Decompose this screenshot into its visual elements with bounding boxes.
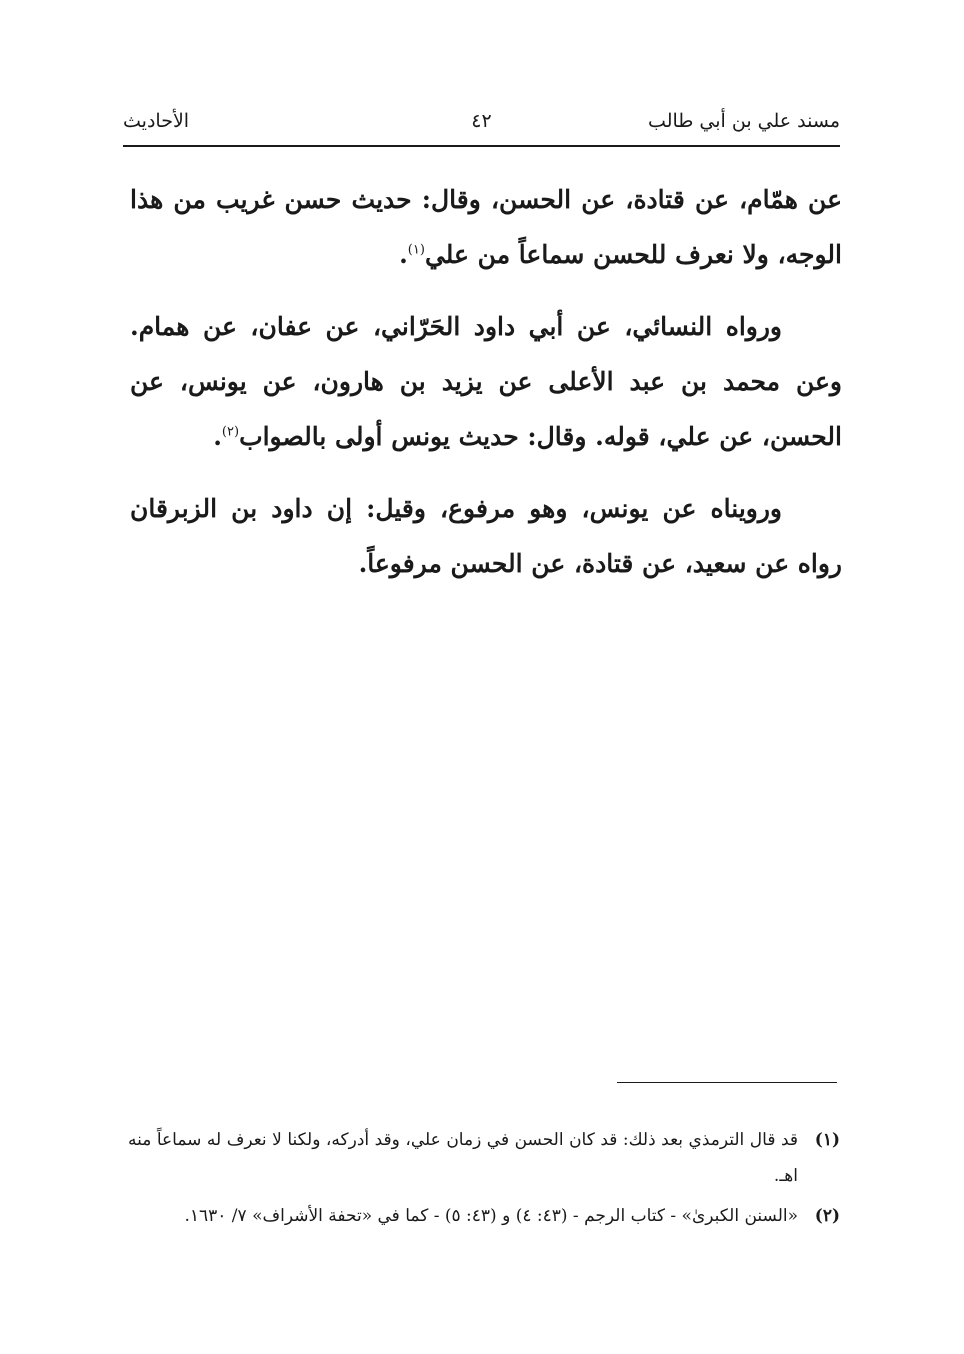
paragraph-2 bbox=[130, 299, 842, 464]
page-number: ٤٢ bbox=[471, 110, 492, 132]
footnote-2-number: (٢) bbox=[814, 1206, 840, 1226]
footnote-1-text: قد قال الترمذي بعد ذلك: قد كان الحسن في زمان علي، وقد أدركه، ولكنا لا نعرف له سماعاً منه اهـ. bbox=[128, 1130, 798, 1186]
footnote-divider bbox=[617, 1082, 837, 1083]
paragraph-2-end: . bbox=[213, 422, 222, 451]
paragraph-2-text: ورواه النسائي، عن أبي داود الحَرّاني، عن عفان، عن همام. وعن محمد بن عبد الأعلى عن يزيد بن هارون، عن يونس، عن الحسن، عن علي، قوله. وقال: حديث يونس أولى بالصواب bbox=[130, 312, 842, 451]
footnotes bbox=[128, 1122, 840, 1238]
paragraph-1 bbox=[130, 172, 842, 282]
paragraph-3: ورويناه عن يونس، وهو مرفوع، وقيل: إن داود بن الزبرقان رواه عن سعيد، عن قتادة، عن الحسن مرفوعاً. bbox=[130, 494, 842, 578]
paragraph-1-text: عن همّام، عن قتادة، عن الحسن، وقال: حديث حسن غريب من هذا الوجه، ولا نعرف للحسن سماعاً من علي bbox=[130, 185, 842, 269]
footnote-ref-2[interactable]: (٢) bbox=[221, 424, 240, 440]
header-divider bbox=[123, 145, 840, 147]
footnote-1 bbox=[128, 1122, 840, 1194]
section-title: الأحاديث bbox=[123, 110, 190, 132]
footnote-1-number: (١) bbox=[814, 1130, 840, 1150]
main-text bbox=[130, 172, 842, 608]
running-header bbox=[123, 110, 840, 140]
paragraph-1-end: . bbox=[399, 240, 408, 269]
book-title: مسند علي بن أبي طالب bbox=[648, 110, 840, 132]
footnote-2 bbox=[128, 1198, 840, 1234]
footnote-ref-1[interactable]: (١) bbox=[407, 242, 425, 258]
footnote-2-text: «السنن الكبرىٰ» - كتاب الرجم - (٤٣: ٤) و (٤٣: ٥) - كما في «تحفة الأشراف» ٧/ ١٦٣٠. bbox=[184, 1206, 798, 1226]
